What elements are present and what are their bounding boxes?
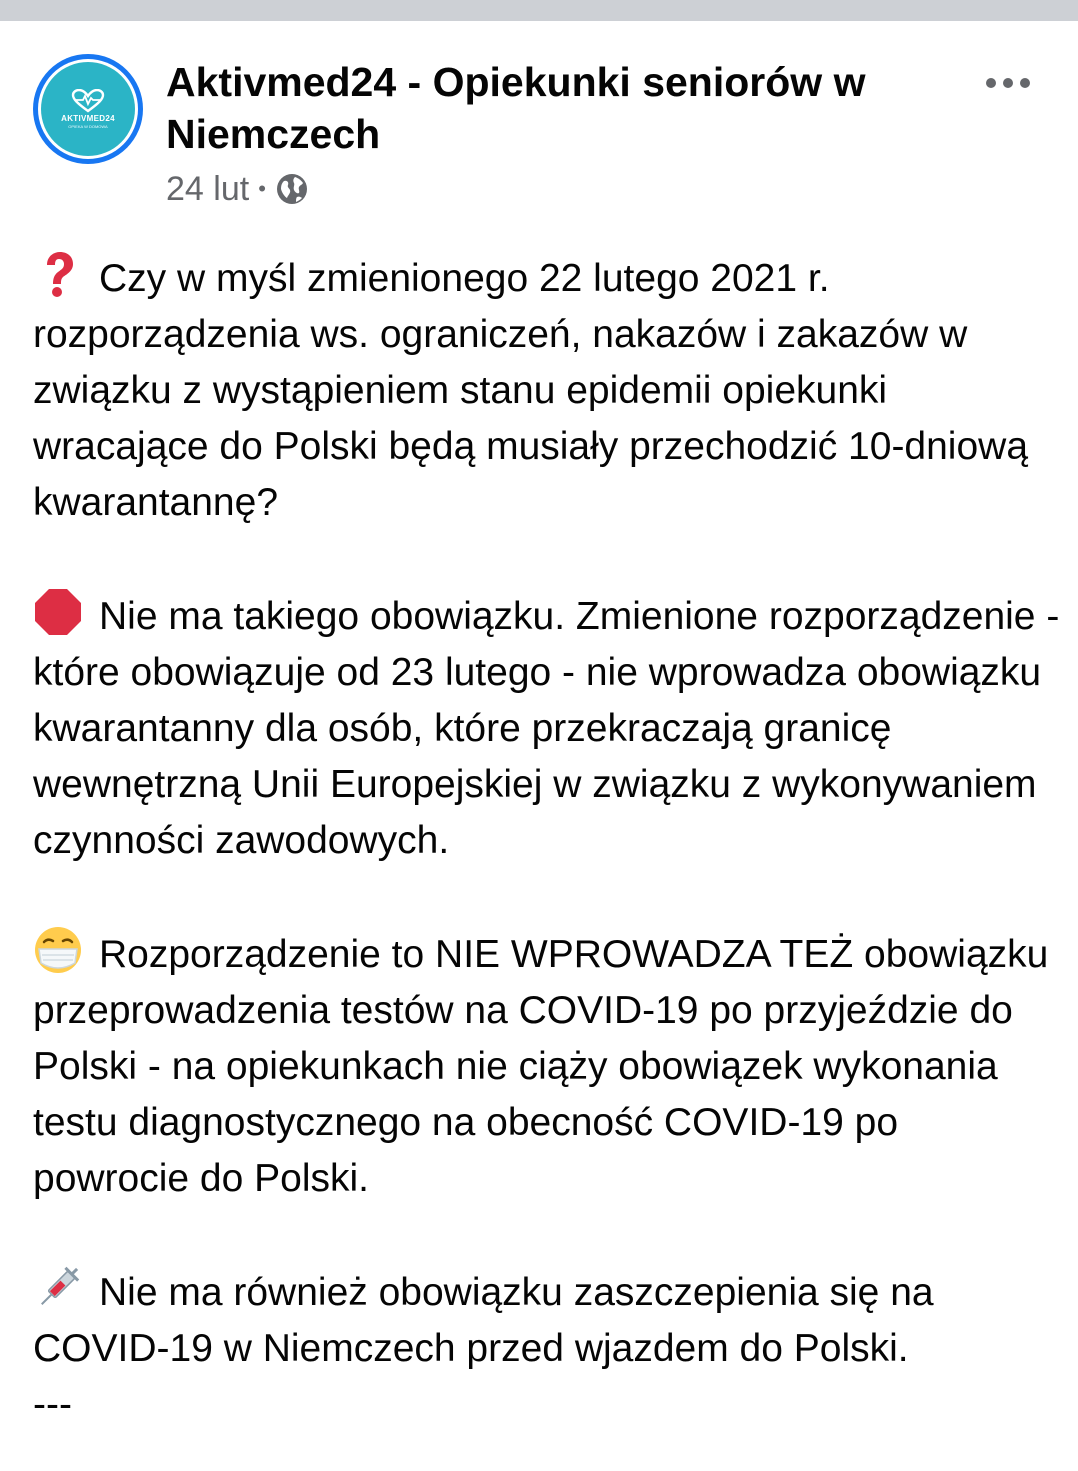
trailing-separator: --- <box>33 1383 72 1426</box>
paragraph-text: Nie ma takiego obowiązku. Zmienione rozporządzenie - które obowiązuje od 23 lutego - nie wprowadza obowiązku kwarantanny dla osób, które przekraczają granicę wewnętrzną Unii Europejskiej w związku z wykonywaniem czynności zawodowych. <box>33 595 1060 862</box>
globe-icon[interactable] <box>275 172 309 206</box>
meta-separator: • <box>258 176 266 201</box>
page-avatar[interactable] <box>33 54 143 164</box>
aktivmed-logo <box>41 62 135 156</box>
more-options-button[interactable] <box>978 63 1038 103</box>
paragraph-question <box>33 249 1063 531</box>
page-name-link[interactable]: Aktivmed24 - Opiekunki seniorów w Niemczech <box>166 59 866 157</box>
face-with-mask-icon <box>33 925 83 975</box>
paragraph-text: Rozporządzenie to NIE WPROWADZA TEŻ obowiązku przeprowadzenia testów na COVID-19 po przyjeździe do Polski - na opiekunkach nie ciąży obowiązek wykonania testu diagnostycznego na obecność COVID-19 po powrocie do Polski. <box>33 933 1049 1200</box>
paragraph-answer <box>33 587 1063 869</box>
paragraph-tests <box>33 925 1063 1207</box>
post-date[interactable]: 24 lut <box>166 169 250 208</box>
post-meta <box>166 169 309 209</box>
heart-logo-icon <box>71 89 105 113</box>
stop-sign-icon <box>33 587 83 637</box>
post-body <box>33 249 1063 1433</box>
logo-subtext: OPIEKA W DOMOWA <box>68 124 108 129</box>
paragraph-vaccine <box>33 1263 1063 1377</box>
more-dots-icon <box>985 77 1031 89</box>
paragraph-text: Czy w myśl zmienionego 22 lutego 2021 r. rozporządzenia ws. ograniczeń, nakazów i zakazów w związku z wystąpieniem stanu epidemii opiekunki wracające do Polski będą musiały przechodzić 10-dniową kwarantannę? <box>33 257 1029 524</box>
facebook-post <box>0 21 1078 1471</box>
syringe-icon <box>33 1263 83 1313</box>
paragraph-text: Nie ma również obowiązku zaszczepienia się na COVID-19 w Niemczech przed wjazdem do Polski. <box>33 1271 934 1370</box>
question-mark-icon <box>33 249 83 299</box>
logo-text: AKTIVMED24 <box>61 114 115 123</box>
top-strip <box>0 0 1078 21</box>
